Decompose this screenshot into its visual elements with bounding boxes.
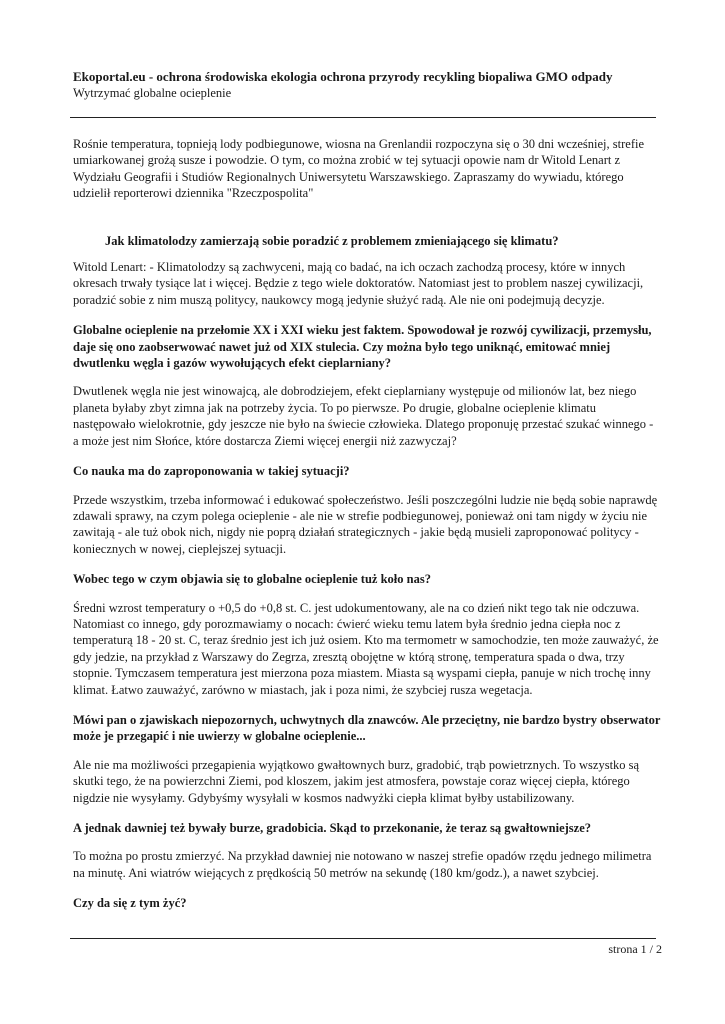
page-header	[73, 68, 663, 101]
question-5: Mówi pan o zjawiskach niepozornych, uchwytnych dla znawców. Ale przeciętny, nie bardzo bystry obserwator może je przegapić i nie uwierzy w globalne ocieplenie...	[73, 712, 661, 744]
header-divider	[70, 117, 656, 118]
footer-divider	[70, 938, 656, 939]
answer-5: Ale nie ma możliwości przegapienia wyjątkowo gwałtownych burz, gradobić, trąb powietrznych. To wszystko są skutki tego, że na powierzchni Ziemi, pod kloszem, jakim jest atmosfera, powstaje coraz więcej ciepła, którego nigdzie nie wysyłamy. Gdybyśmy wysyłali w kosmos nadwyżki ciepła klimat byłby ustabilizowany.	[73, 757, 640, 805]
answer-2: Dwutlenek węgla nie jest winowajcą, ale dobrodziejem, efekt cieplarniany występuje od milionów lat, bez niego planeta byłaby zbyt zimna jak na potrzeby życia. To po pierwsze. Po drugie, globalne ocieplenie klimatu następowało wielokrotnie, gdy jeszcze nie było na świecie człowieka. Dlatego proponuję przestać szukać winnego - a może jest nim Słońce, które dostarcza Ziemi więcej energii niż zazwyczaj?	[73, 384, 654, 448]
page-number: strona 1 / 2	[608, 942, 662, 956]
answer-3: Przede wszystkim, trzeba informować i edukować społeczeństwo. Jeśli poszczególni ludzie nie będą sobie naprawdę zdawali sprawy, na czym polega ocieplenie - ale nie w strefie podbiegunowej, ponieważ oni tam nigdy w życiu nie zawitają - ale tuż obok nich, nigdy nie poprą działań strategicznych - jakie będą musieli zaproponować politycy - koniecznych w nowej, cieplejszej sytuacji.	[73, 492, 658, 556]
site-title: Ekoportal.eu - ochrona środowiska ekologia ochrona przyrody recykling biopaliwa GMO odpady	[73, 69, 613, 84]
question-6: A jednak dawniej też bywały burze, gradobicia. Skąd to przekonanie, że teraz są gwałtowniejsze?	[73, 821, 592, 835]
answer-4: Średni wzrost temperatury o +0,5 do +0,8 st. C. jest udokumentowany, ale na co dzień nikt tego tak nie odczuwa. Natomiast co innego, gdy porozmawiamy o nocach: ćwierć wieku temu latem była średnio jedna ciepła noc z temperaturą 18 - 20 st. C, teraz średnio jest ich już osiem. Kto ma termometr w samochodzie, ten może zauważyć, że gdy jedzie, na przykład z Warszawy do Zegrza, zresztą obojętne w którą stronę, temperatura spada o dwa, trzy stopnie. Tymczasem temperatura jest mierzona poza miastem. Miasta są wyspami ciepła, panuje w nich trochę inny klimat. Łatwo zauważyć, zarówno w miastach, jak i poza nimi, że szybciej rusza wegetacja.	[73, 600, 659, 697]
question-7: Czy da się z tym żyć?	[73, 896, 187, 911]
article-title: Wytrzymać globalne ocieplenie	[73, 86, 232, 100]
question-4: Wobec tego w czym objawia się to globalne ocieplenie tuż koło nas?	[73, 572, 431, 587]
answer-1: Witold Lenart: - Klimatolodzy są zachwyceni, mają co badać, na ich oczach zachodzą procesy, które w innych okresach trwały tysiące lat i więcej. Będzie z tego wiele doktoratów. Natomiast jest to problem naszej cywilizacji, poradzić sobie z nim muszą politycy, naukowcy mogą jedynie służyć radą. Ale nie oni podejmują decyzje.	[73, 260, 644, 307]
article-body	[73, 136, 661, 924]
answer-6: To można po prostu zmierzyć. Na przykład dawniej nie notowano w naszej strefie opadów rzędu jednego milimetra na minutę. Ani wiatrów wiejących z prędkością 50 metrów na sekundę (180 km/godz.), a nawet szybciej.	[73, 849, 652, 880]
article-intro: Rośnie temperatura, topnieją lody podbiegunowe, wiosna na Grenlandii rozpoczyna się o 30 dni wcześniej, strefie umiarkowanej grożą susze i powodzie. O tym, co można zrobić w tej sytuacji opowie nam dr Witold Lenart z Wydziału Geografii i Studiów Regionalnych Uniwersytetu Warszawskiego. Zapraszamy do wywiadu, którego udzielił reporterowi dziennika "Rzeczpospolita"	[73, 137, 645, 201]
question-2: Globalne ocieplenie na przełomie XX i XXI wieku jest faktem. Spowodował je rozwój cywilizacji, przemysłu, daje się ono zaobserwować nawet już od XIX stulecia. Czy można było tego uniknąć, emitować mniej dwutlenku węgla i gazów wywołujących efekt cieplarniany?	[73, 323, 652, 371]
question-3: Co nauka ma do zaproponowania w takiej sytuacji?	[73, 464, 350, 479]
question-1: Jak klimatolodzy zamierzają sobie poradzić z problemem zmieniającego się klimatu?	[105, 233, 559, 248]
